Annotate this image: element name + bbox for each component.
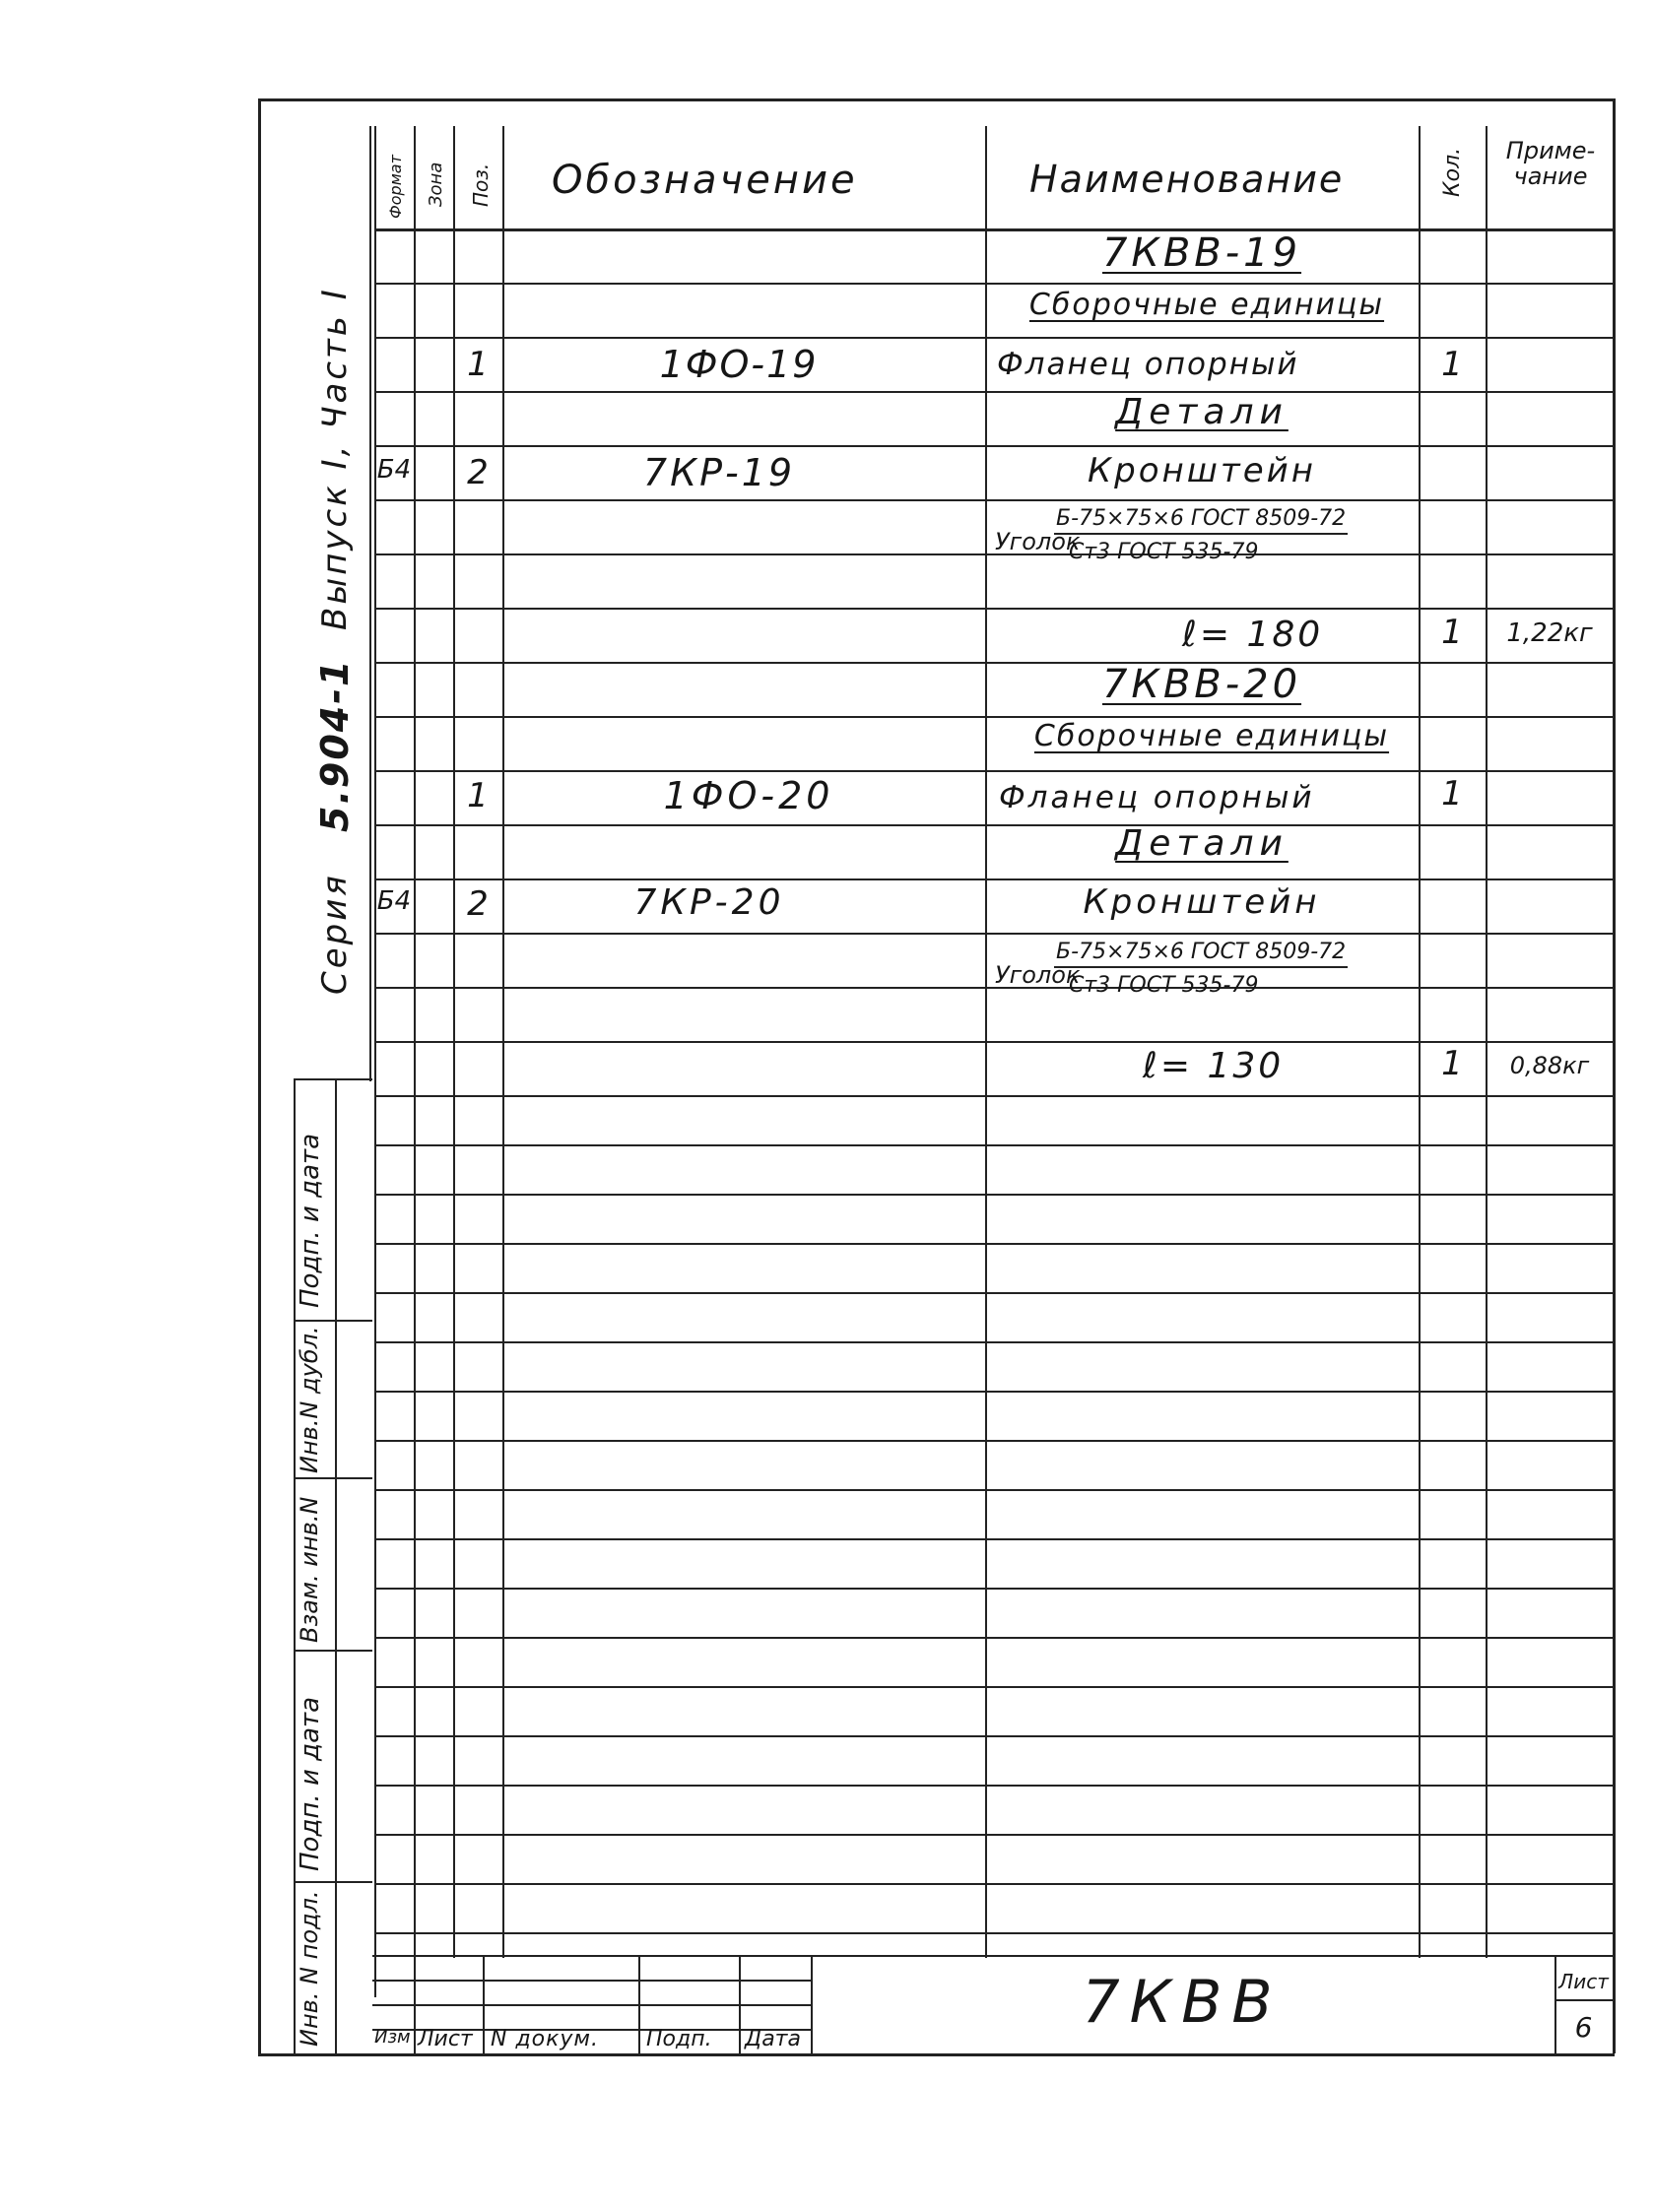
- section-subtitle: Сборочные единицы: [1028, 288, 1385, 322]
- row-line: [374, 1489, 1613, 1491]
- frame-bottom: [258, 2053, 1615, 2056]
- row-pos: 1: [467, 345, 489, 384]
- row-line: [374, 1292, 1613, 1294]
- row-note: 0,88кг: [1509, 1052, 1590, 1079]
- row-line: [374, 1243, 1613, 1245]
- row-line: [374, 878, 1613, 880]
- stamp-line: [294, 1078, 372, 1080]
- row-length: ℓ= 180: [1182, 615, 1324, 655]
- title-col: [739, 1955, 741, 2053]
- table-left-border: [374, 126, 376, 1997]
- row-line: [374, 1686, 1613, 1688]
- row-line: [374, 1932, 1613, 1934]
- row-qty: 1: [1441, 345, 1463, 384]
- title-col-list: Лист: [418, 2027, 473, 2051]
- stamp-mid-border: [335, 1078, 337, 2053]
- side-series-label: Серия: [315, 873, 355, 995]
- header-note: Приме- чание: [1505, 137, 1596, 190]
- frame-left: [258, 98, 261, 2053]
- row-pos: 1: [467, 776, 489, 815]
- row-line: [374, 608, 1613, 610]
- row-line: [374, 1391, 1613, 1393]
- frame-top: [258, 98, 1616, 101]
- title-col: [483, 1955, 485, 2053]
- section-title: 7КВВ-20: [1101, 662, 1302, 707]
- row-line: [374, 283, 1613, 285]
- title-sheet-row: [1554, 1999, 1613, 2001]
- row-designation: 1ФО-19: [659, 343, 819, 386]
- row-line: [374, 1637, 1613, 1639]
- section-subtitle: Детали: [1115, 823, 1289, 864]
- row-line: [374, 1194, 1613, 1196]
- header-pos: Поз.: [469, 163, 493, 207]
- row-designation: 1ФО-20: [663, 774, 834, 817]
- row-line: [374, 499, 1613, 501]
- section-subtitle: Сборочные единицы: [1033, 719, 1390, 753]
- side-title-border: [369, 126, 371, 1081]
- angle-label: Уголок: [995, 528, 1081, 555]
- stamp-line: [294, 1881, 372, 1883]
- stamp-line: [294, 1650, 372, 1652]
- row-qty: 1: [1441, 774, 1463, 813]
- row-qty: 1: [1441, 1044, 1463, 1083]
- angle-profile: Б-75×75×6 ГОСТ 8509-72: [1054, 940, 1348, 968]
- header-designation: Обозначение: [552, 158, 858, 203]
- stamp-replace-inv: Взам. инв.N: [296, 1496, 323, 1643]
- title-block-row: [372, 1980, 811, 1982]
- section-title: 7КВВ-19: [1101, 230, 1302, 276]
- section-subtitle: Детали: [1115, 392, 1289, 432]
- title-col-ndoc: N докум.: [491, 2027, 600, 2051]
- row-line: [374, 770, 1613, 772]
- row-line: [374, 1095, 1613, 1097]
- title-col: [811, 1955, 813, 2053]
- row-line: [374, 1440, 1613, 1442]
- header-qty: Кол.: [1440, 147, 1465, 197]
- stamp-sign-date: Подп. и дата: [296, 1133, 325, 1308]
- header-zone: Зона: [426, 162, 446, 207]
- title-col-data: Дата: [745, 2027, 801, 2051]
- title-block-row: [372, 2004, 811, 2006]
- stamp-orig-inv: Инв. N подл.: [296, 1890, 323, 2047]
- angle-label: Уголок: [995, 961, 1081, 989]
- row-format: Б4: [376, 886, 412, 916]
- stamp-line: [294, 1320, 372, 1322]
- row-line: [374, 987, 1613, 989]
- row-line: [374, 1785, 1613, 1787]
- row-qty: 1: [1441, 613, 1463, 652]
- side-series-code: 5.904-1: [313, 658, 357, 832]
- row-line: [374, 1735, 1613, 1737]
- row-line: [374, 1538, 1613, 1540]
- title-col-podp: Подп.: [646, 2027, 712, 2051]
- title-sheet-no: 6: [1574, 2011, 1593, 2044]
- row-name: Фланец опорный: [997, 347, 1299, 382]
- title-sheet-label: Лист: [1558, 1970, 1609, 1993]
- row-line: [374, 1883, 1613, 1885]
- title-col: [414, 1955, 416, 2053]
- angle-material: Ст3 ГОСТ 535-79: [1069, 540, 1259, 564]
- stamp-line: [294, 1477, 372, 1479]
- row-line: [374, 1041, 1613, 1043]
- row-line: [374, 337, 1613, 339]
- row-line: [374, 445, 1613, 447]
- row-designation: 7КР-20: [633, 882, 785, 923]
- title-col-izm: Изм: [374, 2027, 411, 2048]
- side-part: Выпуск I, Часть I: [315, 287, 355, 630]
- row-name: Кронштейн: [1088, 451, 1316, 490]
- angle-material: Ст3 ГОСТ 535-79: [1069, 973, 1259, 998]
- header-name: Наименование: [1029, 158, 1345, 201]
- row-pos: 2: [467, 453, 489, 492]
- row-line: [374, 1588, 1613, 1590]
- row-length: ℓ= 130: [1143, 1046, 1285, 1086]
- title-col: [638, 1955, 640, 2053]
- row-format: Б4: [376, 455, 412, 485]
- row-line: [374, 933, 1613, 935]
- row-name: Кронштейн: [1083, 882, 1321, 922]
- row-line: [374, 1341, 1613, 1343]
- row-line: [374, 1144, 1613, 1146]
- row-line: [374, 553, 1613, 555]
- title-doc-code: 7КВВ: [1082, 1968, 1283, 2037]
- row-note: 1,22кг: [1506, 618, 1593, 648]
- row-pos: 2: [467, 884, 489, 924]
- row-line: [374, 1834, 1613, 1836]
- title-block-top: [372, 1955, 1613, 1957]
- row-designation: 7КР-19: [642, 451, 796, 494]
- header-format: Формат: [386, 155, 405, 219]
- row-line: [374, 716, 1613, 718]
- row-name: Фланец опорный: [999, 780, 1315, 815]
- angle-profile: Б-75×75×6 ГОСТ 8509-72: [1054, 506, 1348, 535]
- stamp-sign-date-2: Подп. и дата: [296, 1696, 325, 1871]
- stamp-dup-inv: Инв.N дубл.: [296, 1326, 323, 1473]
